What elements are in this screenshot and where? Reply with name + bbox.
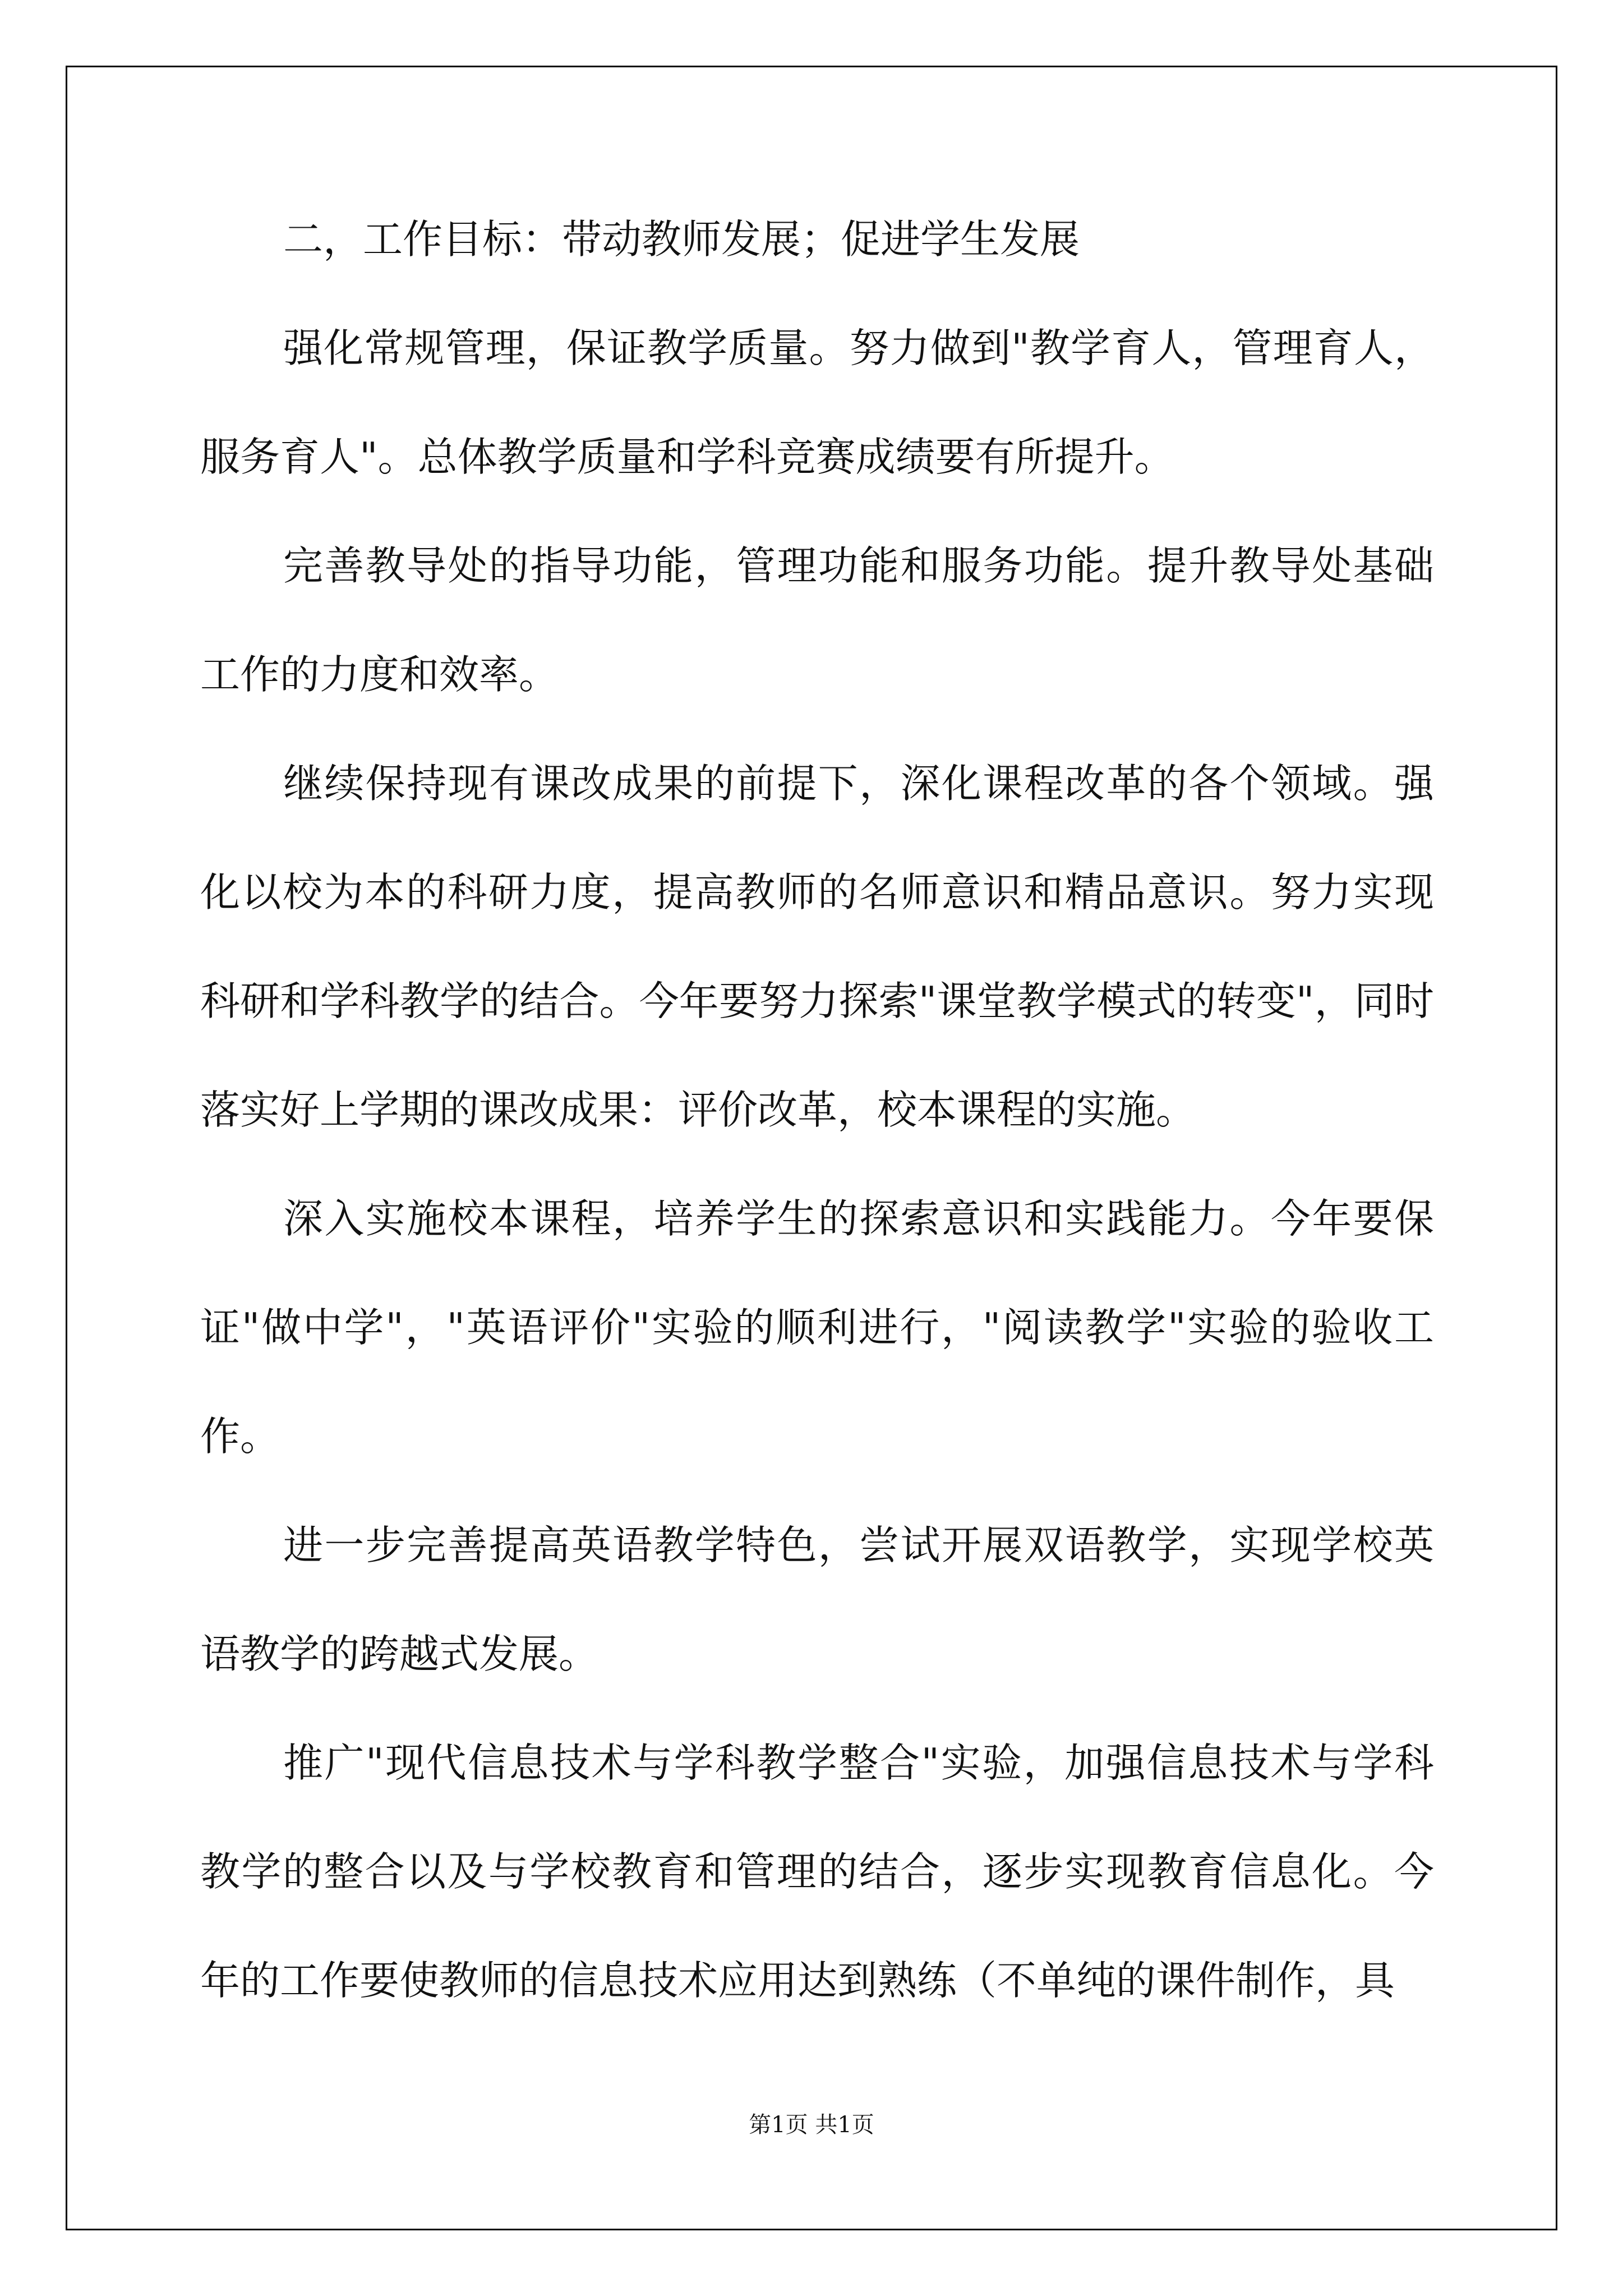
page-number: 第1页 共1页 (749, 2112, 874, 2138)
document-body (200, 185, 1434, 2035)
paragraph-english-teaching: 进一步完善提高英语教学特色，尝试开展双语教学，实现学校英语教学的跨越式发展。 (200, 1522, 1434, 1677)
paragraph-routine-management: 强化常规管理，保证教学质量。努力做到"教学育人，管理育人，服务育人"。总体教学质量和学科竞赛成绩要有所提升。 (200, 325, 1434, 480)
paragraph-curriculum-reform: 继续保持现有课改成果的前提下，深化课程改革的各个领域。强化以校为本的科研力度，提高教师的名师意识和精品意识。努力实现科研和学科教学的结合。今年要努力探索"课堂教学模式的转变"，同时落实好上学期的课改成果：评价改革，校本课程的实施。 (200, 760, 1434, 1133)
paragraph-information-technology: 推广"现代信息技术与学科教学整合"实验，加强信息技术与学科教学的整合以及与学校教育和管理的结合，逐步实现教育信息化。今年的工作要使教师的信息技术应用达到熟练（不单纯的课件制作，具 (200, 1740, 1434, 2004)
paragraph-work-goal: 二，工作目标：带动教师发展；促进学生发展 (283, 216, 1080, 263)
paragraph-school-curriculum: 深入实施校本课程，培养学生的探索意识和实践能力。今年要保证"做中学"，"英语评价"实验的顺利进行，"阅读教学"实验的验收工作。 (200, 1195, 1434, 1460)
paragraph-guidance-office: 完善教导处的指导功能，管理功能和服务功能。提升教导处基础工作的力度和效率。 (200, 542, 1434, 698)
